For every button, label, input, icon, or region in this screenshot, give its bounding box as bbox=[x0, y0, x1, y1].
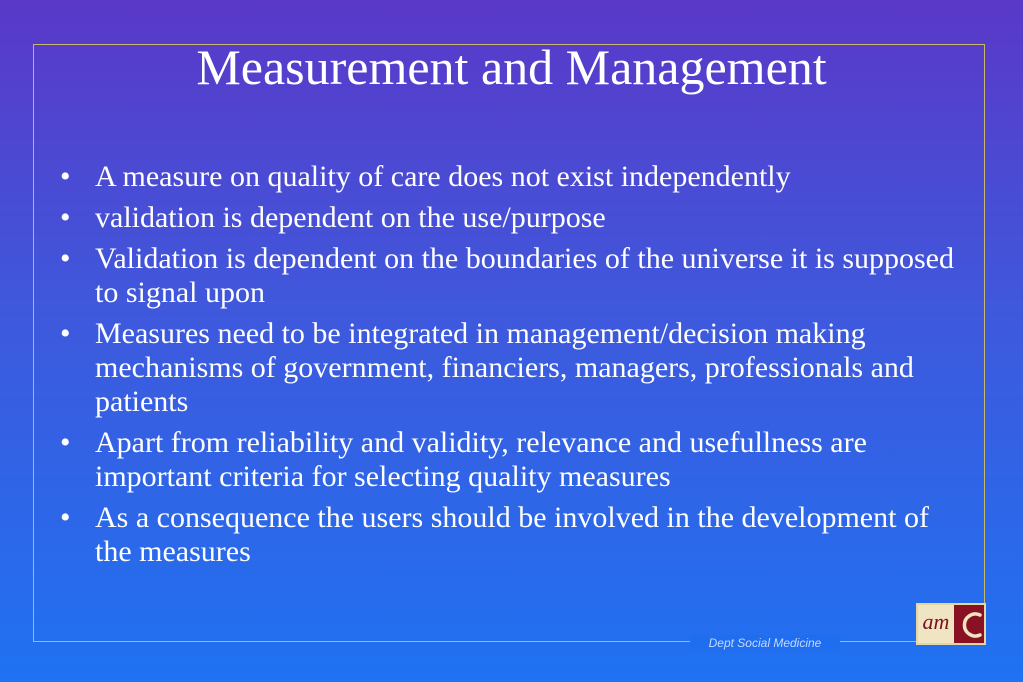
bullet-text: Apart from reliability and validity, relevance and usefullness are important criteria for selecting quality measures bbox=[95, 426, 867, 493]
bullet-symbol: • bbox=[60, 426, 71, 459]
slide-title: Measurement and Management bbox=[196, 39, 827, 95]
bullet-symbol: • bbox=[60, 242, 71, 275]
bullet-text: A measure on quality of care does not exist independently bbox=[95, 160, 791, 193]
bullet-item bbox=[58, 426, 968, 494]
bullet-item bbox=[58, 201, 968, 235]
bullet-text: Measures need to be integrated in management/decision making mechanisms of government, financiers, managers, professionals and patients bbox=[95, 317, 914, 418]
bullet-item bbox=[58, 501, 968, 569]
bullet-symbol: • bbox=[60, 317, 71, 350]
bullet-item bbox=[58, 317, 968, 419]
bullet-text: Validation is dependent on the boundaries of the universe it is supposed to signal upon bbox=[95, 242, 954, 309]
bullet-item bbox=[58, 160, 968, 194]
bullet-symbol: • bbox=[60, 201, 71, 234]
bullet-symbol: • bbox=[60, 501, 71, 534]
bullet-text: validation is dependent on the use/purpose bbox=[95, 201, 606, 234]
bullet-symbol: • bbox=[60, 160, 71, 193]
amc-logo bbox=[916, 603, 986, 645]
bullet-text: As a consequence the users should be involved in the development of the measures bbox=[95, 501, 929, 568]
bullet-list bbox=[58, 160, 968, 576]
c-crescent-icon bbox=[960, 610, 984, 640]
bullet-item bbox=[58, 242, 968, 310]
logo-text: am bbox=[918, 605, 954, 643]
logo-mark bbox=[954, 605, 984, 643]
footer-department: Dept Social Medicine bbox=[690, 635, 840, 651]
